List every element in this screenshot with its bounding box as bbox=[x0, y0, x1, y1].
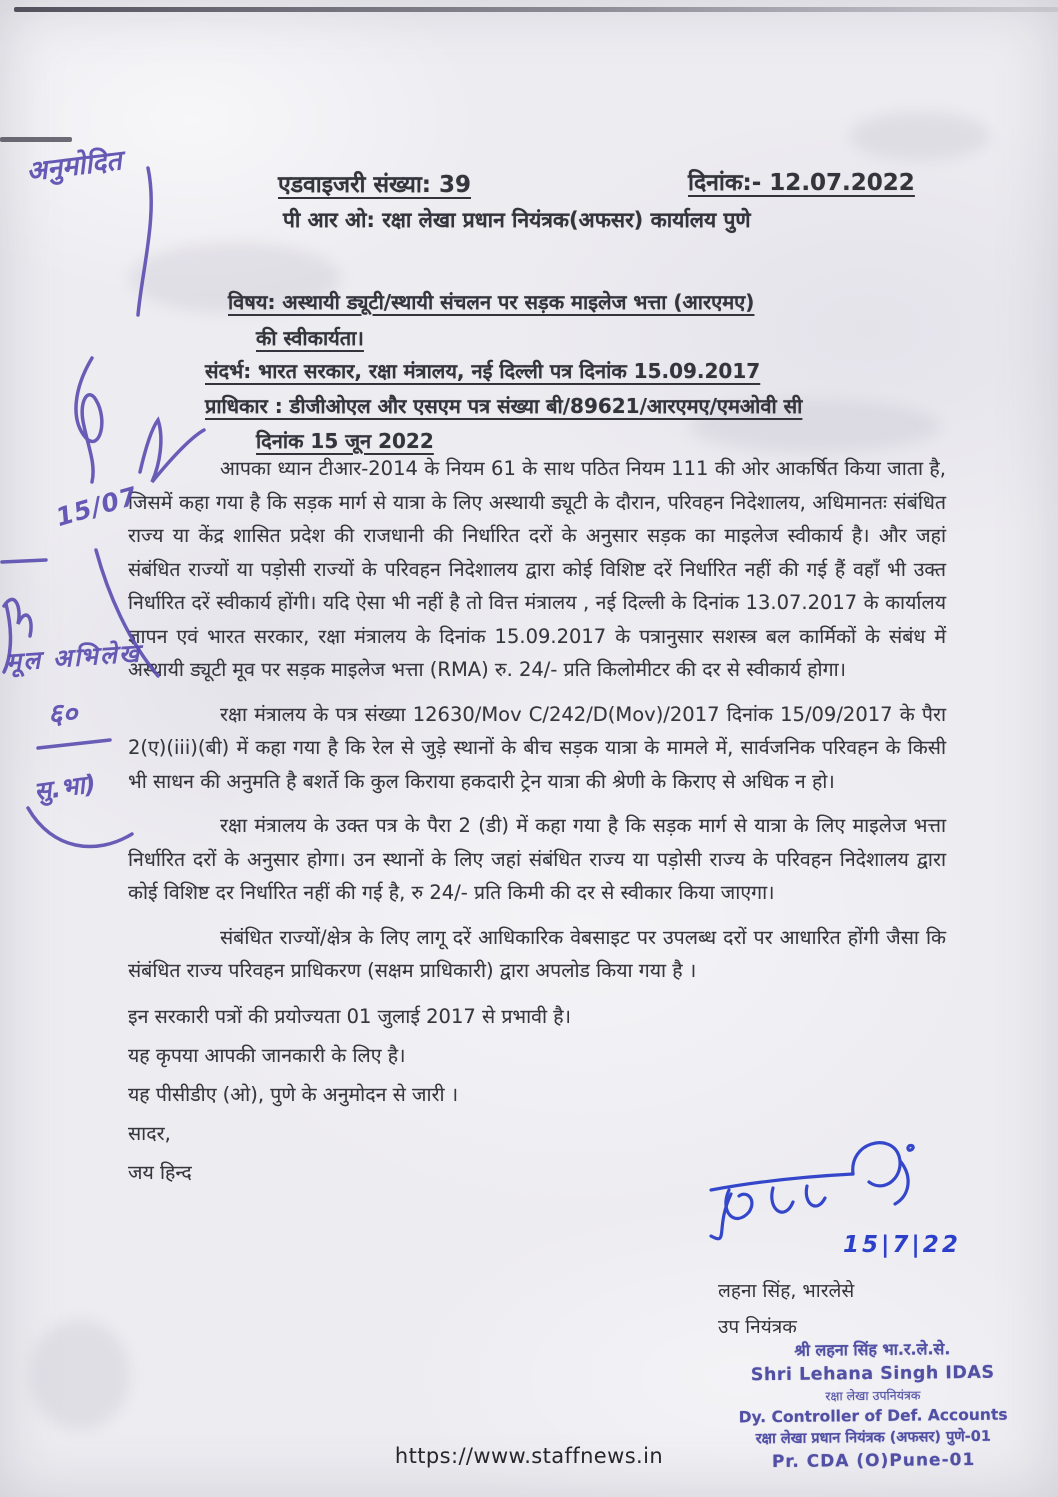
letter-body bbox=[128, 452, 946, 1194]
stamp-designation-hindi: रक्षा लेखा उपनियंत्रक bbox=[825, 1387, 921, 1404]
scan-smudge bbox=[850, 112, 990, 160]
office-line: पी आर ओ: रक्षा लेखा प्रधान नियंत्रक(अफसर) कार्यालय पुणे bbox=[283, 208, 751, 232]
stamp-office-hindi: रक्षा लेखा प्रधान नियंत्रक (अफसर) पुणे-01 bbox=[755, 1428, 992, 1448]
signatory-name: लहना सिंह, भारलेसे bbox=[718, 1280, 855, 1302]
paragraph-3: रक्षा मंत्रालय के उक्त पत्र के पैरा 2 (डी) में कहा गया है कि सड़क मार्ग से यात्रा के लिए माइलेज भत्ता निर्धारित दरों के अनुसार होगा। उन स्थानों के लिए जहां संबंधित राज्य या पड़ोसी राज्य के परिवहन निदेशालय द्वारा कोई विशिष्ट दर निर्धारित नहीं की गई है, रु 24/- प्रति किमी की दर से स्वीकार किया जाएगा। bbox=[128, 814, 946, 904]
authority-line-2: दिनांक 15 जून 2022 bbox=[256, 429, 434, 453]
stamp-name-hindi: श्री लहना सिंह भा.र.ले.से. bbox=[794, 1339, 951, 1360]
reference-line: संदर्भ: भारत सरकार, रक्षा मंत्रालय, नई दिल्ली पत्र दिनांक 15.09.2017 bbox=[205, 359, 761, 383]
scan-smudge bbox=[30, 1320, 130, 1430]
paragraph-4: संबंधित राज्यों/क्षेत्र के लिए लागू दरें आधिकारिक वेबसाइट पर उपलब्ध दरों पर आधारित होंगी जैसा कि संबंधित राज्य परिवहन प्राधिकरण (सक्षम प्राधिकारी) द्वारा अपलोड किया गया है । bbox=[128, 925, 946, 982]
jai-hind-line: जय हिन्द bbox=[128, 1160, 192, 1184]
subject-line-1: विषय: अस्थायी ड्यूटी/स्थायी संचलन पर सड़क माइलेज भत्ता (आरएमए) bbox=[228, 290, 755, 314]
authority-line-1: प्राधिकार : डीजीओएल और एसएम पत्र संख्या बी/89621/आरएमए/एमओवी सी bbox=[205, 394, 803, 418]
advisory-number: एडवाइजरी संख्या: 39 bbox=[278, 172, 472, 198]
handwritten-initials-note: सु.भा) bbox=[32, 768, 98, 807]
closing-line-2: यह पीसीडीए (ओ), पुणे के अनुमोदन से जारी । bbox=[128, 1082, 459, 1106]
signature-date: 15|7|22 bbox=[843, 1232, 961, 1258]
handwritten-record-note: मूल अभिलेख bbox=[5, 638, 143, 677]
scan-edge-artifact bbox=[14, 7, 1058, 12]
handwritten-number-note: ६० bbox=[48, 697, 78, 730]
regards-line: सादर, bbox=[128, 1121, 171, 1145]
handwritten-approved-note: अनुमोदित bbox=[24, 145, 124, 188]
signatory-designation: उप नियंत्रक bbox=[718, 1316, 797, 1338]
stamp-office-english: Pr. CDA (O)Pune-01 bbox=[771, 1449, 976, 1473]
paragraph-1: आपका ध्यान टीआर-2014 के नियम 61 के साथ पठित नियम 111 की ओर आकर्षित किया जाता है, जिसमें कहा गया है कि सड़क मार्ग से यात्रा के लिए अस्थायी ड्यूटी के दौरान, परिवहन निदेशालय, अधिमानतः संबंधित राज्य या केंद्र शासित प्रदेश की राजधानी की निर्धारित दरों के अनुसार सड़क का माइलेज स्वीकार्य है। और जहां संबंधित राज्यों या पड़ोसी राज्यों के परिवहन निदेशालय द्वारा कोई विशिष्ट दरें निर्धारित नहीं की गई हैं वहाँ भी उक्त निर्धारित दरें स्वीकार्य होंगी। यदि ऐसा भी नहीं है तो वित्त मंत्रालय , नई दिल्ली के दिनांक 13.07.2017 के कार्यालय ज्ञापन एवं भारत सरकार, रक्षा मंत्रालय के दिनांक 15.09.2017 के पत्रानुसार सशस्त्र बल कार्मिकों के संबंध में अस्थायी ड्यूटी मूव पर सड़क माइलेज भत्ता (RMA) रु. 24/- प्रति किलोमीटर की दर से स्वीकार्य होगा। bbox=[128, 457, 946, 681]
stamp-name-english: Shri Lehana Singh IDAS bbox=[750, 1362, 995, 1386]
advisory-date: दिनांक:- 12.07.2022 bbox=[688, 170, 915, 196]
watermark-url: https://www.staffnews.in bbox=[394, 1444, 664, 1468]
applicability-line: इन सरकारी पत्रों की प्रयोज्यता 01 जुलाई 2017 से प्रभावी है। bbox=[128, 1004, 572, 1028]
handwritten-date-note: 15/07 bbox=[52, 481, 142, 532]
scan-corner-mark bbox=[0, 137, 72, 142]
closing-line-1: यह कृपया आपकी जानकारी के लिए है। bbox=[128, 1043, 406, 1067]
stamp-designation-english: Dy. Controller of Def. Accounts bbox=[738, 1405, 1008, 1427]
paragraph-2: रक्षा मंत्रालय के पत्र संख्या 12630/Mov C/242/D(Mov)/2017 दिनांक 15/09/2017 के पैरा 2(ए)(iii)(बी) में कहा गया है कि रेल से जुड़े स्थानों के बीच सड़क यात्रा के मामले में, सार्वजनिक परिवहन के किसी भी साधन की अनुमति है बशर्ते कि कुल किराया हकदारी ट्रेन यात्रा की श्रेणी के किराए से अधिक न हो। bbox=[128, 702, 946, 793]
subject-line-2: की स्वीकार्यता। bbox=[256, 326, 364, 350]
